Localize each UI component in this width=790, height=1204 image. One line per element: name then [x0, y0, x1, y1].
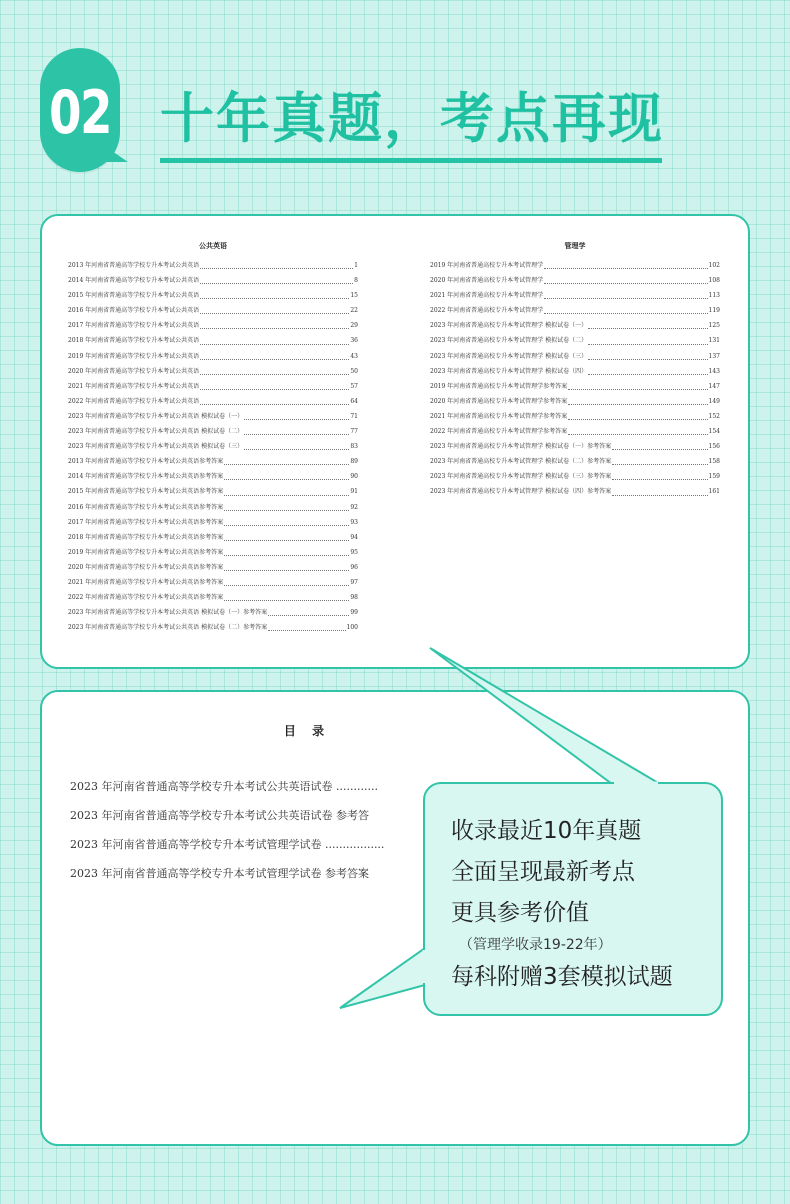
- toc-entry: [430, 288, 720, 303]
- toc-page-number: 1: [354, 262, 358, 269]
- toc-column-english: [68, 240, 358, 635]
- toc-page-number: 77: [350, 428, 358, 436]
- toc-entry: [68, 364, 358, 379]
- toc-entry-title: 2023 年河南省普通高等学校专升本考试公共英语 模拟试卷（三）: [68, 443, 244, 451]
- dot-leader: [544, 274, 707, 284]
- toc-page-number: 99: [350, 609, 358, 617]
- toc-entry: [68, 484, 358, 499]
- toc-page-number: 137: [708, 352, 720, 360]
- toc-entry: [68, 545, 358, 560]
- dot-leader: [200, 289, 349, 299]
- section-number: 02: [48, 78, 112, 148]
- dot-leader: [588, 350, 707, 360]
- toc-entry: [430, 379, 720, 394]
- toc-page-number: 143: [708, 367, 720, 375]
- toc-list: [68, 258, 358, 635]
- callout-line: 全面呈现最新考点: [451, 859, 635, 885]
- toc-entry: [68, 469, 358, 484]
- dot-leader: [224, 486, 349, 496]
- toc-entry: [430, 303, 720, 318]
- feature-callout: [423, 782, 723, 1016]
- toc-entry: [430, 454, 720, 469]
- dot-leader: [244, 425, 349, 435]
- dot-leader: [224, 455, 349, 465]
- dot-leader: [544, 304, 707, 314]
- toc-page-number: 8: [354, 277, 358, 285]
- dot-leader: [612, 455, 707, 465]
- toc-entry: [430, 484, 720, 499]
- toc-page-number: 125: [708, 322, 720, 330]
- toc-entry-title: 2023 年河南省普通高校专升本考试管理学 模拟试卷（二）: [430, 337, 588, 345]
- toc-page-number: 98: [350, 594, 358, 602]
- callout-note: （管理学收录19-22年）: [459, 937, 612, 953]
- toc-page-number: 102: [708, 262, 720, 269]
- toc-entry: [430, 349, 720, 364]
- toc-entry: [68, 379, 358, 394]
- toc-entry-title: 2023 年河南省普通高等学校专升本考试公共英语 模拟试卷（一）: [68, 412, 244, 420]
- toc-entry-title: 2023 年河南省普通高等学校专升本考试公共英语 模拟试卷（二）参考答案: [68, 624, 268, 632]
- dot-leader: [588, 365, 707, 375]
- toc-entry-title: 2023 年河南省普通高校专升本考试管理学 模拟试卷（二）参考答案: [430, 458, 612, 466]
- toc-page-number: 154: [708, 428, 720, 436]
- toc-page-number: 96: [350, 563, 358, 571]
- dot-leader: [568, 395, 707, 405]
- toc-page-number: 152: [708, 412, 720, 420]
- dot-leader: [200, 335, 349, 345]
- toc-page-number: 22: [350, 307, 358, 315]
- toc-page-number: 50: [350, 367, 358, 375]
- toc-page-number: 83: [350, 443, 358, 451]
- toc-entry-title: 2023 年河南省普通高校专升本考试管理学 模拟试卷（四）: [430, 367, 588, 375]
- dot-leader: [268, 621, 345, 631]
- dot-leader: [224, 591, 349, 601]
- toc-entry: [68, 409, 358, 424]
- toc-heading: 目 录: [283, 724, 331, 738]
- toc-list: [70, 778, 396, 894]
- toc-entry-title: 2017 年河南省普通高等学校专升本考试公共英语参考答案: [68, 518, 224, 526]
- toc-entry: [68, 424, 358, 439]
- toc-page-number: 156: [708, 443, 720, 451]
- toc-entry: 2023 年河南省普通高等学校专升本考试公共英语试卷 参考答: [70, 809, 369, 822]
- dot-leader: [200, 350, 349, 360]
- dot-leader: [588, 319, 707, 329]
- toc-entry: [68, 575, 358, 590]
- toc-entry-title: 2022 年河南省普通高校专升本考试管理学参考答案: [430, 428, 568, 436]
- toc-entry-title: 2014 年河南省普通高等学校专升本考试公共英语参考答案: [68, 473, 224, 481]
- toc-page-number: 43: [350, 352, 358, 360]
- toc-entry-title: 2021 年河南省普通高等学校专升本考试公共英语参考答案: [68, 578, 224, 586]
- dot-leader: [224, 516, 349, 526]
- toc-entry-title: 2023 年河南省普通高校专升本考试管理学 模拟试卷（三）: [430, 352, 588, 360]
- toc-entry: [430, 333, 720, 348]
- dot-leader: [224, 470, 349, 480]
- toc-page-number: 131: [708, 337, 720, 345]
- toc-entry: [68, 394, 358, 409]
- toc-page-number: 97: [350, 578, 358, 586]
- toc-entry-title: 2019 年河南省普通高等学校专升本考试公共英语: [68, 352, 200, 360]
- toc-entry: [68, 318, 358, 333]
- toc-entry: [430, 318, 720, 333]
- toc-entry-title: 2022 年河南省普通高校专升本考试管理学: [430, 307, 544, 315]
- toc-entry: 2023 年河南省普通高等学校专升本考试管理学试卷 .................: [70, 838, 385, 851]
- dot-leader: [224, 531, 349, 541]
- toc-entry-title: 2021 年河南省普通高等学校专升本考试公共英语: [68, 382, 200, 390]
- toc-page-number: 15: [350, 292, 358, 300]
- toc-entry: [68, 560, 358, 575]
- dot-leader: [200, 380, 349, 390]
- toc-page-number: 161: [708, 488, 720, 496]
- toc-entry-title: 2023 年河南省普通高等学校专升本考试公共英语 模拟试卷（一）参考答案: [68, 609, 268, 617]
- toc-entry-title: 2022 年河南省普通高等学校专升本考试公共英语: [68, 397, 200, 405]
- toc-entry-title: 2013 年河南省普通高等学校专升本考试公共英语参考答案: [68, 458, 224, 466]
- toc-page-number: 113: [708, 292, 720, 300]
- toc-entry-title: 2019 年河南省普通高等学校专升本考试公共英语参考答案: [68, 548, 224, 556]
- toc-entry: [68, 530, 358, 545]
- dot-leader: [612, 440, 707, 450]
- toc-column-title: 公共英语: [199, 241, 227, 250]
- toc-entry: [430, 394, 720, 409]
- toc-entry: [68, 590, 358, 605]
- dot-leader: [268, 606, 349, 616]
- section-title: 十年真题，考点再现: [160, 87, 664, 150]
- toc-page-number: 91: [350, 488, 358, 496]
- dot-leader: [568, 410, 707, 420]
- toc-entry-title: 2014 年河南省普通高等学校专升本考试公共英语: [68, 277, 200, 285]
- toc-entry-title: 2019 年河南省普通高校专升本考试管理学: [430, 262, 544, 269]
- toc-entry-title: 2020 年河南省普通高校专升本考试管理学参考答案: [430, 397, 568, 405]
- toc-entry: [430, 424, 720, 439]
- toc-entry-title: 2013 年河南省普通高等学校专升本考试公共英语: [68, 262, 200, 269]
- dot-leader: [224, 546, 349, 556]
- toc-page-number: 158: [708, 458, 720, 466]
- toc-page-number: 93: [350, 518, 358, 526]
- toc-entry: [430, 273, 720, 288]
- toc-page-number: 90: [350, 473, 358, 481]
- toc-page-number: 71: [350, 412, 358, 420]
- dot-leader: [200, 395, 349, 405]
- dot-leader: [200, 274, 353, 284]
- toc-page-number: 100: [346, 624, 358, 632]
- toc-entry-title: 2018 年河南省普通高等学校专升本考试公共英语: [68, 337, 200, 345]
- toc-column-management: [430, 240, 720, 500]
- toc-entry: [68, 273, 358, 288]
- toc-page-number: 92: [350, 503, 358, 511]
- toc-entry: [68, 288, 358, 303]
- toc-entry-title: 2019 年河南省普通高校专升本考试管理学参考答案: [430, 382, 568, 390]
- toc-page-number: 29: [350, 322, 358, 330]
- toc-entry: [68, 258, 358, 273]
- toc-entry-title: 2022 年河南省普通高等学校专升本考试公共英语参考答案: [68, 594, 224, 602]
- toc-entry: 2023 年河南省普通高等学校专升本考试公共英语试卷 ............: [70, 780, 378, 793]
- dot-leader: [544, 259, 707, 269]
- toc-entry-title: 2021 年河南省普通高校专升本考试管理学参考答案: [430, 412, 568, 420]
- dot-leader: [200, 365, 349, 375]
- toc-page-number: 89: [350, 458, 358, 466]
- toc-entry: [68, 303, 358, 318]
- toc-entry-title: 2016 年河南省普通高等学校专升本考试公共英语参考答案: [68, 503, 224, 511]
- toc-entry-title: 2020 年河南省普通高等学校专升本考试公共英语: [68, 367, 200, 375]
- toc-entry: [68, 439, 358, 454]
- toc-page-number: 57: [350, 382, 358, 390]
- toc-entry-title: 2023 年河南省普通高校专升本考试管理学 模拟试卷（四）参考答案: [430, 488, 612, 496]
- toc-entry: [430, 258, 720, 273]
- toc-entry-title: 2015 年河南省普通高等学校专升本考试公共英语: [68, 292, 200, 300]
- toc-entry-title: 2023 年河南省普通高校专升本考试管理学 模拟试卷（一）参考答案: [430, 443, 612, 451]
- callout-line: 收录最近10年真题: [451, 818, 642, 844]
- toc-entry-title: 2023 年河南省普通高等学校专升本考试公共英语 模拟试卷（二）: [68, 428, 244, 436]
- dot-leader: [588, 335, 707, 345]
- toc-page-number: 159: [708, 473, 720, 481]
- toc-entry-title: 2020 年河南省普通高校专升本考试管理学: [430, 277, 544, 285]
- toc-page-number: 94: [350, 533, 358, 541]
- title-underline: [160, 158, 662, 163]
- dot-leader: [612, 486, 707, 496]
- toc-column-title: 管理学: [564, 241, 586, 250]
- toc-entry: [68, 605, 358, 620]
- dot-leader: [224, 576, 349, 586]
- toc-entry: [430, 469, 720, 484]
- dot-leader: [224, 501, 349, 511]
- callout-line: 每科附赠3套模拟试题: [451, 964, 673, 990]
- toc-entry-title: 2018 年河南省普通高等学校专升本考试公共英语参考答案: [68, 533, 224, 541]
- toc-page-number: 36: [350, 337, 358, 345]
- dot-leader: [200, 304, 349, 314]
- toc-entry: 2023 年河南省普通高等学校专升本考试管理学试卷 参考答案: [70, 867, 369, 880]
- toc-entry: [68, 515, 358, 530]
- dot-leader: [200, 259, 353, 269]
- toc-entry: [68, 333, 358, 348]
- toc-list: [430, 258, 720, 500]
- toc-entry: [68, 620, 358, 635]
- toc-entry: [430, 409, 720, 424]
- toc-page-number: 147: [708, 382, 720, 390]
- toc-entry-title: 2020 年河南省普通高等学校专升本考试公共英语参考答案: [68, 563, 224, 571]
- dot-leader: [612, 470, 707, 480]
- toc-page-number: 108: [708, 277, 720, 285]
- toc-page-number: 64: [350, 397, 358, 405]
- toc-entry-title: 2023 年河南省普通高校专升本考试管理学 模拟试卷（三）参考答案: [430, 473, 612, 481]
- dot-leader: [568, 425, 707, 435]
- dot-leader: [244, 410, 349, 420]
- toc-entry-title: 2016 年河南省普通高等学校专升本考试公共英语: [68, 307, 200, 315]
- toc-page-number: 149: [708, 397, 720, 405]
- toc-entry: [68, 454, 358, 469]
- toc-entry-title: 2017 年河南省普通高等学校专升本考试公共英语: [68, 322, 200, 330]
- toc-entry-title: 2015 年河南省普通高等学校专升本考试公共英语参考答案: [68, 488, 224, 496]
- dot-leader: [224, 561, 349, 571]
- toc-page-number: 119: [708, 307, 720, 315]
- dot-leader: [568, 380, 707, 390]
- toc-entry-title: 2023 年河南省普通高校专升本考试管理学 模拟试卷（一）: [430, 322, 588, 330]
- callout-line: 更具参考价值: [451, 900, 589, 926]
- toc-entry: [68, 349, 358, 364]
- toc-preview-card: [40, 214, 750, 669]
- toc-entry: [430, 439, 720, 454]
- toc-page-number: 95: [350, 548, 358, 556]
- dot-leader: [544, 289, 707, 299]
- toc-entry-title: 2021 年河南省普通高校专升本考试管理学: [430, 292, 544, 300]
- toc-entry: [68, 500, 358, 515]
- toc-entry: [430, 364, 720, 379]
- dot-leader: [244, 440, 349, 450]
- dot-leader: [200, 319, 349, 329]
